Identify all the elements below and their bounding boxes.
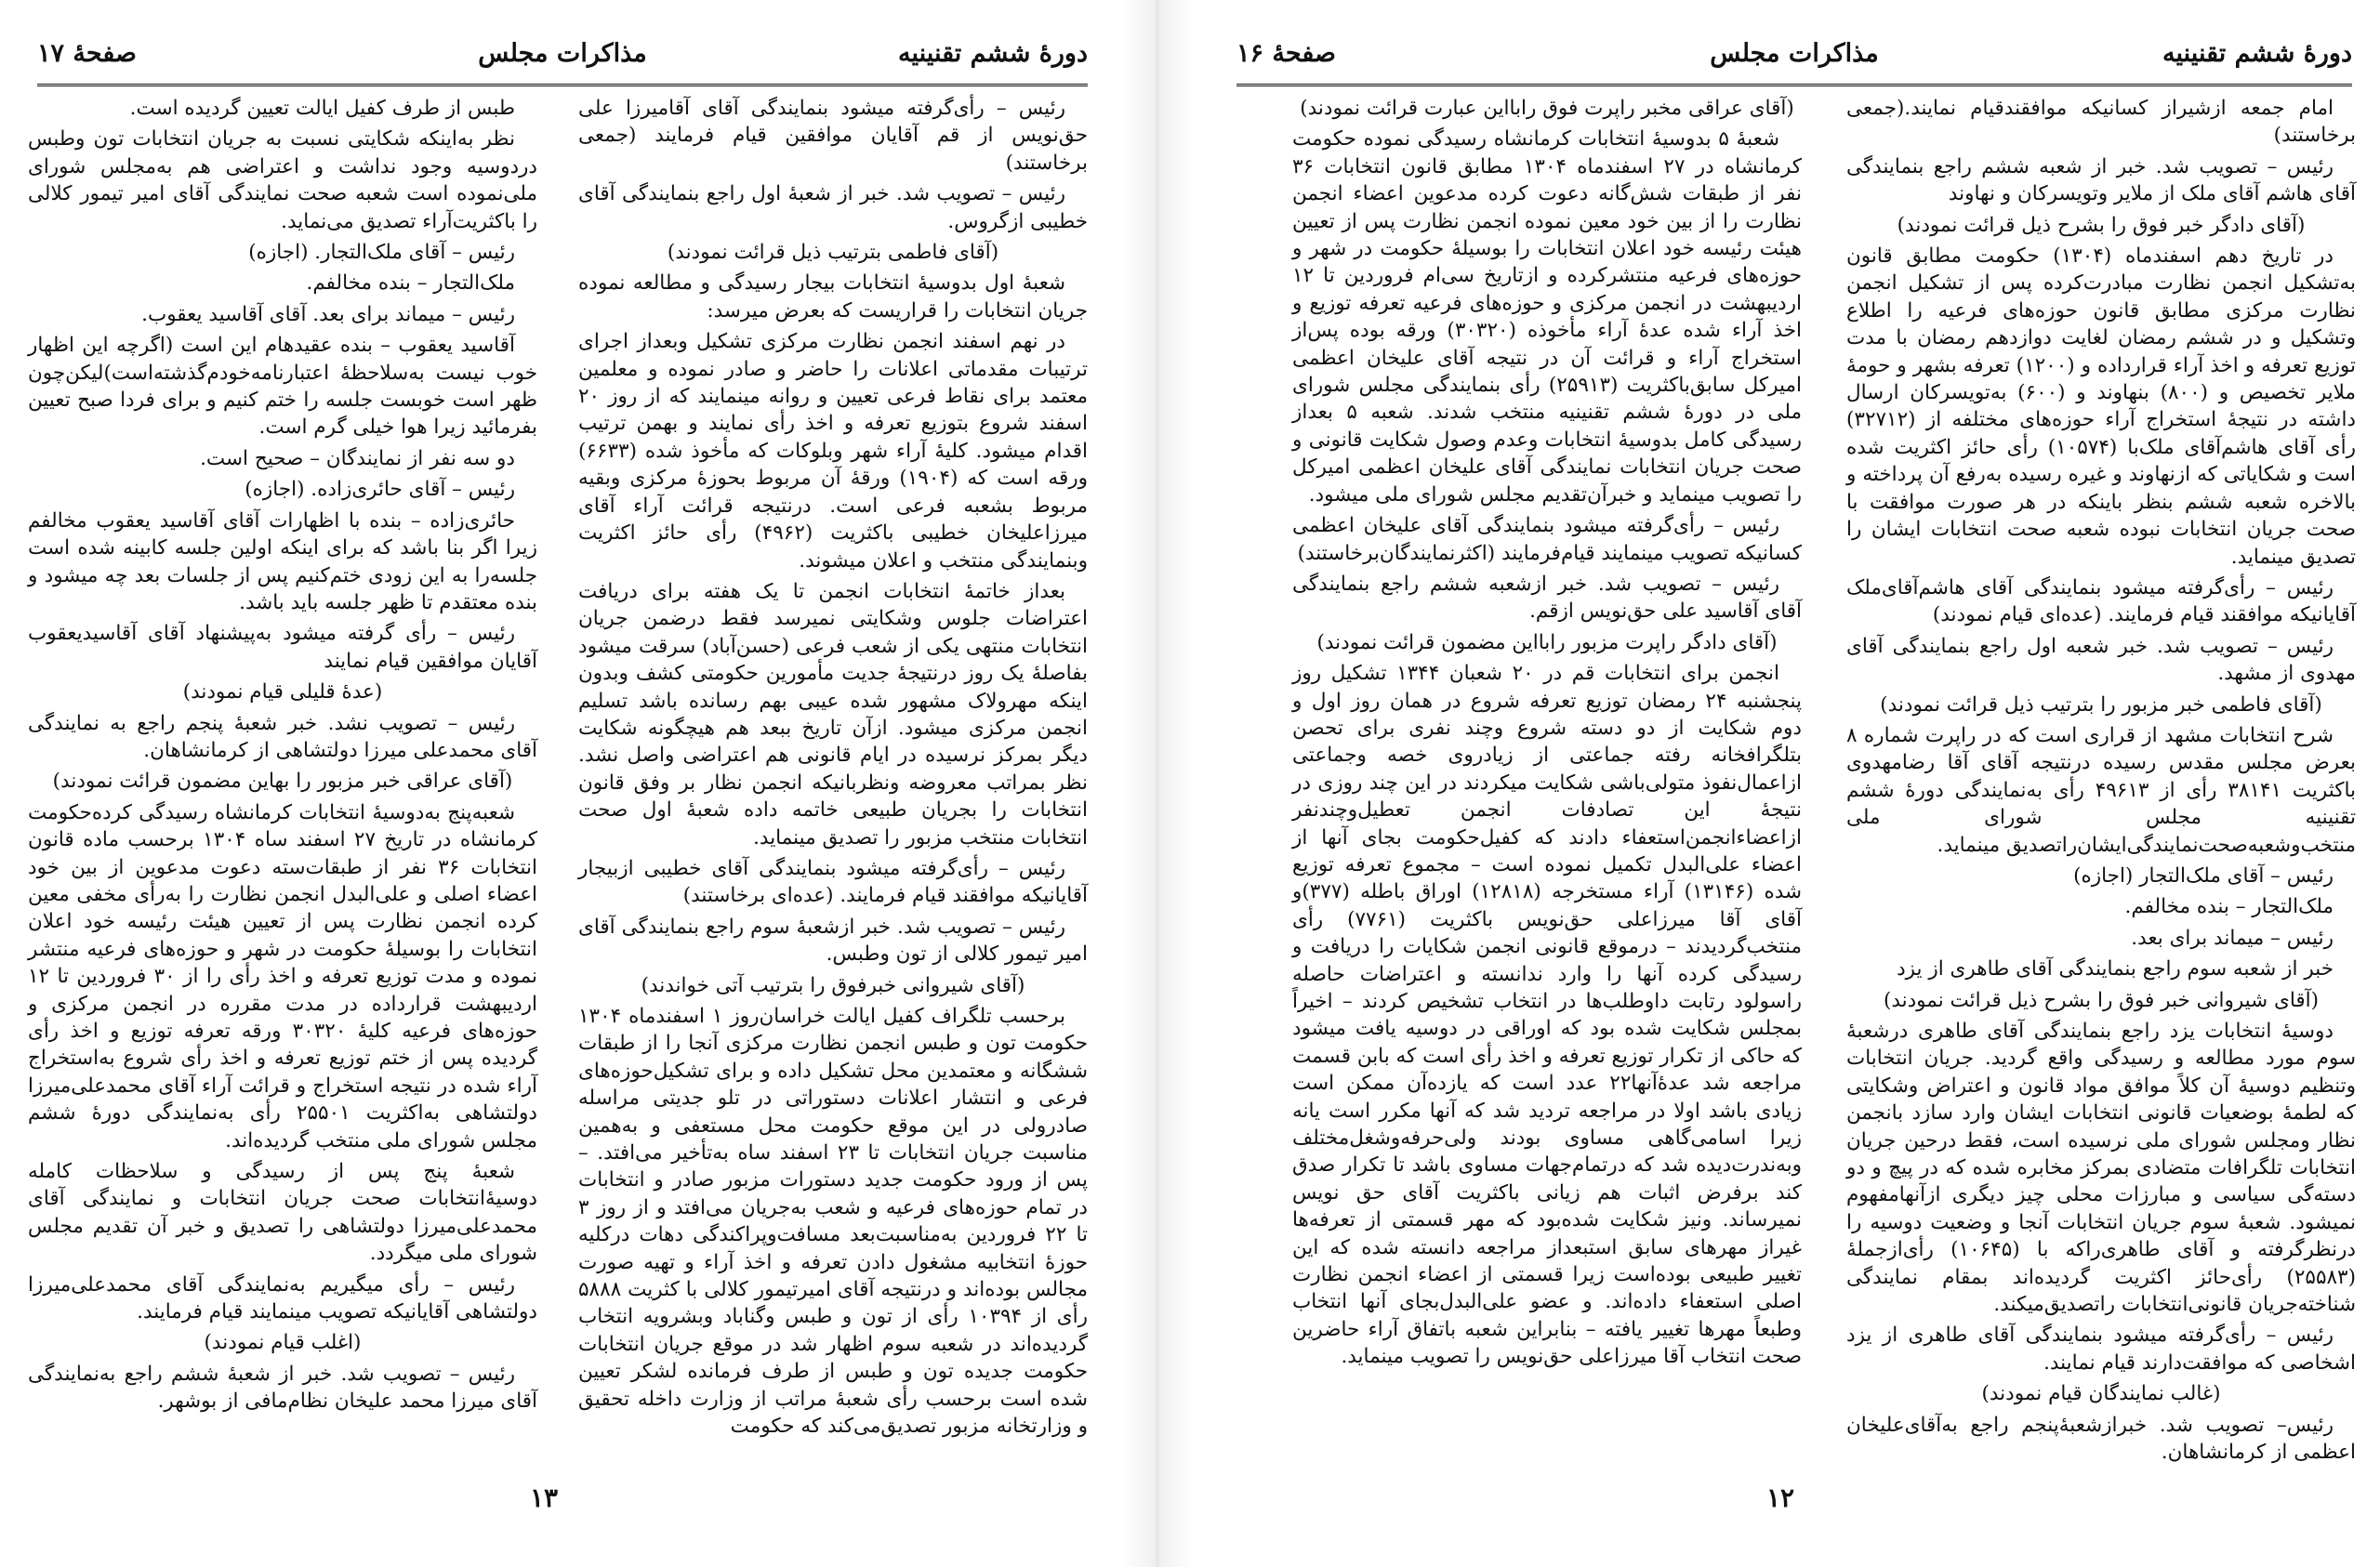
paragraph: رئیس – تصویب شد. خبر ازشعبه ششم راجع بنمایندگی آقای آقاسید علی حق‌نویس ازقم. [1292, 572, 1802, 624]
reading-note: (غالب نمایندگان قیام نمودند) [1981, 1382, 2221, 1406]
left-page-header [37, 39, 1088, 84]
header-session: دورهٔ ششم تقنینیه [2162, 39, 2352, 68]
paragraph: رئیس – تصویب شد. خبر ازشعبهٔ سوم راجع بنمایندگی آقای امیر تیمور کلالی از تون وطبس. [578, 915, 1088, 967]
paragraph: رئیس – رأی میگیریم به‌نمایندگی آقای محمدعلی‌میرزا دولتشاهی آقایانیکه تصویب مینمایند قیام فرمایند. [28, 1272, 537, 1324]
header-rule [1236, 84, 2352, 86]
paragraph: رئیس – میماند برای بعد. [2131, 926, 2334, 950]
reading-note: (آقای دادگر خبر فوق را بشرح ذیل قرائت نمودند) [1897, 213, 2306, 237]
reading-note: (آقای شیروانی خبرفوق را بترتیب آتی خواندند) [641, 973, 1025, 997]
paragraph: شرح انتخابات مشهد از قراری است که در راپرت شماره ۸ بعرض مجلس مقدس رسیده درنتیجه آقای آقا رضامهدوی باکثریت ۳۸۱۴۱ رأی از ۴۹۶۱۳ رأی به‌نمایندگی دورهٔ ششم تقنینیه مجلس شورای ملی منتخب‌وشعبه‌صحت‌نمایندگی‌ایشان‌راتصدیق مینماید. [1846, 723, 2356, 857]
paragraph: طبس از طرف کفیل ایالت تعیین گردیده است. [129, 97, 515, 120]
paragraph: برحسب تلگراف کفیل ایالت خراسان‌روز ۱ اسفندماه ۱۳۰۴ حکومت تون و طبس انجمن نظارت مرکزی آنجا را از طبقات ششگانه و معتمدین محل تشکیل داده و برای تشکیل‌حوزه‌های فرعی و انتشار اعلانات دستوراتی در تلو جدیتی مراسله صادرولی در این موقع حکومت محل مستعفی و به‌همین مناسبت جریان انتخابات تا ۲۳ اسفند ساه به‌تأخیر می‌افتد. – پس از ورود حکومت جدید دستورات مزبور صادر و انتخابات در تمام حوزه‌های فرعیه و شعب به‌جریان می‌افتد و از روز ۳ تا ۲۲ فروردین به‌مناسبت‌بعد مسافت‌وپراکندگی دهات درکلیه حوزهٔ انتخابیه مشغول دادن تعرفه و اخذ آراء و تهیه صورت مجالس بوده‌اند و درنتیجه آقای امیرتیمور کلالی با کثریت ۵۸۸۸ رأی از ۱۰۳۹۴ رأی از تون و طبس وگناباد وبشرویه انتخاب گردیده‌اند در شعبه سوم اظهار شد در موقع جریان انتخابات حکومت جدیده تون و طبس از طرف فرمانده لشکر تعیین شده است برحسب رأی شعبهٔ مراتب از وزارت داخله تحقیق و وزارتخانه مزبور تصدیق‌می‌کند که حکومت [578, 1005, 1089, 1439]
paragraph: رئیس – تصویب شد. خبر از شعبهٔ اول راجع بنمایندگی آقای خطیبی ازگروس. [578, 182, 1088, 233]
left-page-column-left [28, 95, 537, 1452]
reading-note: (عدهٔ قلیلی قیام نمودند) [182, 680, 383, 704]
reading-note: (آقای شیروانی خبر فوق را بشرح ذیل قرائت نمودند) [1883, 988, 2320, 1012]
paragraph: خبر از شعبه سوم راجع بنمایندگی آقای طاهری از یزد [1897, 957, 2334, 981]
paragraph: رئیس – رأی‌گرفته میشود بنمایندگی آقای طاهری از یزد اشخاصی که موافقت‌دارند قیام نمایند. [1846, 1323, 2356, 1375]
right-page-column-left [1292, 95, 1802, 1452]
reading-note: (اغلب قیام نمودند) [204, 1331, 362, 1355]
paragraph: رئیس – تصویب شد. خبر شعبه اول راجع بنمایندگی آقای مهدوی از مشهد. [1846, 634, 2356, 686]
paragraph: در نهم اسفند انجمن نظارت مرکزی تشکیل وبعداز اجرای ترتیبات مقدماتی اعلانات را حاضر و صادر نموده و معلمین معتمد برای نقاط فرعی تعیین و روانه مینمایند که از روز ۲۰ اسفند شروع بتوزیع تعرفه و اخذ رأی نمایند و بهمن ترتیب اقدام میشود. کلیهٔ آراء شهر وبلوکات که مأخوذ شده (۶۶۳۳) ورقه است که (۱۹۰۴) ورقهٔ آن مربوط بحوزهٔ مرکزی وبقیه مربوط بشعبه فرعی است. درنتیجه قرائت آراء آقای میرزاعلیخان خطیبی باکثریت (۴۹۶۲) رأی حائز اکثریت وبنمایندگی منتخب و اعلان میشوند. [578, 330, 1088, 573]
paragraph: دو سه نفر از نمایندگان – صحیح است. [200, 446, 515, 470]
right-page-header [1236, 39, 2352, 84]
paragraph: امام جمعه ازشیراز کسانیکه موافقندقیام نمایند.(جمعی برخاستند) [1846, 97, 2356, 148]
paragraph: شعبهٔ ۵ بدوسیهٔ انتخابات کرمانشاه رسیدگی نموده حکومت کرمانشاه در ۲۷ اسفندماه ۱۳۰۴ مطابق قانون انتخابات ۳۶ نفر از طبقات شش‌گانه دعوت کرده مدعوین اعضاء انجمن نظارت را از بین خود معین نموده انجمن نظارت پس از تعیین هیئت رئیسه خود اعلان انتخابات را بوسیلهٔ حکومت در شهر و حوزه‌های فرعیه منتشرکرده و ازتاریخ سی‌ام فروردین تا ۱۲ اردیبهشت در انجمن مرکزی و حوزه‌های فرعیه تعرفه توزیع و اخذ آراء شده عدهٔ آراء مأخوذه (۳۰۳۲۰) ورقه بوده پس‌از استخراج آراء و قرائت آن در نتیجه آقای علیخان اعظمی امیرکل سابق‌باکثریت (۲۵۹۱۳) رأی بنمایندگی مجلس شورای ملی در دورهٔ ششم تقنینیه منتخب شدند. شعبه ۵ بعداز رسیدگی کامل بدوسیهٔ انتخابات وعدم وصول شکایت قانونی و صحت جریان انتخابات نمایندگی آقای علیخان اعظمی امیرکل را تصویب مینماید و خبرآن‌تقدیم مجلس شورای ملی میشود. [1292, 127, 1802, 507]
reading-note: (آقای فاطمی بترتیب ذیل قرائت نمودند) [667, 241, 999, 265]
paragraph: شعبهٔ پنج پس از رسیدگی و سلاحظات کامله دوسیهٔ‌انتخابات صحت جریان انتخابات و نمایندگی آقای محمدعلی‌میرزا دولتشاهی را تصدیق و خبر آن تقدیم مجلس شورای ملی میگردد. [28, 1160, 537, 1266]
paragraph: نظر به‌اینکه شکایتی نسبت به جریان انتخابات تون وطبس دردوسیه وجود نداشت و اعتراضی هم به‌مجلس شورای ملی‌نموده است شعبه صحت نمایندگی آقای امیر تیمور کلالی را باکثریت‌آراء تصدیق می‌نماید. [28, 127, 537, 233]
header-title: مذاکرات مجلس [478, 39, 647, 68]
paragraph: رئیس – رأی‌گرفته میشود بنمایندگی آقای هاشم‌آقای‌ملک آقایانیکه موافقند قیام فرمایند. (عده‌ای قیام نمودند) [1846, 575, 2356, 627]
paragraph: بعداز خاتمهٔ انتخابات انجمن تا یک هفته برای دریافت اعتراضات جلوس وشکایتی نمیرسد فقط درضمن جریان انتخابات منتهی یکی از شعب فرعی (حسن‌آباد) سرقت میشود بفاصلهٔ یک روز درنتیجهٔ جدیت مأمورین حکومتی کشف وبدون اینکه مهرولاک مشهور شده عیبی بهم رسانده باشد تسلیم انجمن مرکزی میشود. ازآن تاریخ ببعد هم هیچگونه شکایت دیگر بمرکز نرسیده در ایام قانونی هم اعتراضی واصل نشد. نظر بمراتب معروضه ونظربانیکه انجمن نظار بر وفق قانون انتخابات را بجریان طبیعی خاتمه داده شعبهٔ اول صحت انتخابات منتخب مزبور را تصدیق مینماید. [578, 579, 1088, 849]
binding-gutter [1120, 0, 1195, 1567]
paragraph: دوسیهٔ انتخابات یزد راجع بنمایندگی آقای طاهری درشعبهٔ سوم مورد مطالعه و رسیدگی واقع گردید. جریان انتخابات وتنظیم دوسیهٔ آن کلاً موافق مواد قانون و اعتراض وشکایتی که لطمهٔ بوضعیات قانونی انتخابات ایشان وارد سازد بانجمن نظار ومجلس شورای ملی نرسیده است، فقط درحین جریان انتخابات تلگرافات متضادی بمرکز مخابره شده که در پیچ و دو دسته‌گی سیاسی و مبارزات محلی چیز دیگری ازآنهامفهوم نمیشود. شعبهٔ سوم جریان انتخابات آنجا و وضعیت دوسیه را درنظرگرفته و آقای طاهری‌راکه با (۱۰۶۴۵) رأی‌ازجملهٔ (۲۵۵۸۳) رأی‌حائز اکثریت گردیده‌اند بمقام نمایندگی شناخته‌جریان قانونی‌انتخابات راتصدیق‌میکند. [1846, 1020, 2356, 1317]
reading-note: (آقای دادگر راپرت مزبور رابااین مضمون قرائت نمودند) [1316, 630, 1778, 654]
header-rule [37, 84, 1088, 86]
reading-note: (آقای عراقی مخبر راپرت فوق رابااین عبارت قرائت نمودند) [1300, 97, 1794, 120]
paragraph: شعبهٔ اول بدوسیهٔ انتخابات بیجار رسیدگی و مطالعه نموده جریان انتخابات را قراریست که بعرض میرسد: [578, 271, 1088, 323]
paragraph: ملک‌التجار – بنده مخالفم. [306, 271, 515, 296]
paragraph: آقاسید یعقوب – بنده عقیدهام این است (اگرچه این اظهار خوب نیست به‌سلاحظهٔ اعتبارنامه‌خودم‌گذشته‌است)لیکن‌چون ظهر است خوبست جلسه را ختم کنیم و برای فردا صبح تعیین بفرمائید زیرا هوا خیلی گرم است. [28, 334, 537, 440]
left-page-column-right [578, 95, 1088, 1452]
paragraph: رئیس – تصویب شد. خبر از شعبه ششم راجع بنمایندگی آقای هاشم آقای ملک از ملایر وتویسرکان و نهاوند [1846, 154, 2356, 206]
page-folio: ۱۳ [530, 1482, 559, 1513]
paragraph: در تاریخ دهم اسفندماه (۱۳۰۴) حکومت مطابق قانون به‌تشکیل انجمن نظارت مبادرت‌کرده پس از تشکیل انجمن نظارت مرکزی مطابق قانون حوزه‌های فرعیه را اطلاع وتشکیل و در ششم رمضان لغایت دوازدهم رمضان با مدت توزیع تعرفه و اخذ آراء قرارداده و (۱۲۰۰) تعرفه بشهر و حومهٔ ملایر تخصیص و (۸۰۰) بنهاوند و (۶۰۰) به‌تویسرکان ارسال داشته در نتیجهٔ استخراج آراء حوزه‌های مختلفه از (۳۲۷۱۲) رأی آقای هاشم‌آقای ملک‌با (۱۰۵۷۴) رأی حائز اکثریت شده است و شکایاتی که ازنهاوند و غیره رسیده به‌رفع آن پرداخته و بالاخره شعبه ششم بنظر باینکه در هر صورت موافقت با صحت جریان انتخابات نبوده شعبه صحت انتخابات ایشان را تصدیق مینماید. [1846, 244, 2356, 569]
right-page [1199, 0, 2380, 1567]
reading-note: (آقای فاطمی خبر مزبور را بترتیب ذیل قرائت نمودند) [1880, 692, 2322, 717]
header-page-number: صفحهٔ ۱۷ [37, 39, 137, 68]
paragraph: ملک‌التجار – بنده مخالفم. [2124, 895, 2334, 919]
paragraph: شعبه‌پنج به‌دوسیهٔ انتخابات کرمانشاه رسیدگی کرده‌حکومت کرمانشاه در تاریخ ۲۷ اسفند ساه ۱۳۰۴ برحسب ماده قانون انتخابات ۳۶ نفر از طبقات‌سته دعوت مدعوین از بین خود اعضاء اصلی و علی‌البدل انجمن نظارت را به‌رأی مخفی معین کرده انجمن نظارت پس از تعیین هیئت رئیسه خود اعلان انتخابات را بوسیلهٔ حکومت در شهر و حوزه‌های فرعیه منتشر نموده و مدت توزیع تعرفه و اخذ رأی را از ۳۰ فروردین تا ۱۲ اردیبهشت قرارداده در مدت مقرره در انجمن مرکزی و حوزه‌های فرعیه کلیهٔ ۳۰۳۲۰ ورقه تعرفه توزیع و اخذ رأی گردیده پس از ختم توزیع تعرفه و اخذ رأی شروع به‌استخراج آراء شده در نتیجه استخراج و قرائت آراء آقای محمدعلی‌میرزا دولتشاهی به‌اکثریت ۲۵۵۰۱ رأی به‌نمایندگی دورهٔ ششم مجلس شورای ملی منتخب گردیده‌اند. [28, 800, 537, 1152]
reading-note: (آقای عراقی خبر مزبور را بهاین مضمون قرائت نمودند) [52, 770, 513, 794]
right-page-column-right [1846, 95, 2356, 1465]
paragraph: رئیس – آقای ملک‌التجار (اجازه) [2073, 863, 2334, 888]
paragraph: رئیس – رأی گرفته میشود به‌پیشنهاد آقای آقاسیدیعقوب آقایان موافقین قیام نمایند [28, 622, 537, 673]
paragraph: رئیس – میماند برای بعد. آقای آقاسید یعقوب. [141, 302, 515, 326]
paragraph: رئیس – آقای حائری‌زاده. (اجازه) [245, 478, 515, 502]
page-folio: ۱۲ [1766, 1482, 1795, 1513]
paragraph: رئیس – رأی‌گرفته میشود بنمایندگی آقای علیخان اعظمی کسانیکه تصویب مینمایند قیام‌فرمایند (اکثرنمایندگان‌برخاستند) [1292, 514, 1802, 565]
paragraph: حائری‌زاده – بنده با اظهارات آقای آقاسید یعقوب مخالفم زیرا اگر بنا باشد که برای اینکه اولین جلسه کابینه شده است جلسه‌را به این زودی ختم‌کنیم پس از جلسات بعد چه میشود و بنده معتقدم تا ظهر جلسه باید باشد. [28, 508, 537, 614]
paragraph: رئیس – رأی‌گرفته میشود بنمایندگی آقای آقامیرزا علی حق‌نویس از قم آقایان موافقین قیام فرمایند (جمعی برخاستند) [578, 97, 1088, 175]
paragraph: رئیس – تصویب نشد. خبر شعبهٔ پنجم راجع به نمایندگی آقای محمدعلی میرزا دولتشاهی از کرمانشاهان. [28, 711, 537, 762]
header-title: مذاکرات مجلس [1710, 39, 1879, 68]
header-session: دورهٔ ششم تقنینیه [898, 39, 1088, 68]
paragraph: رئیس– تصویب شد. خبرازشعبهٔ‌پنجم راجع به‌آقای‌علیخان اعظمی از کرمانشاهان. [1846, 1413, 2356, 1465]
paragraph: انجمن برای انتخابات قم در ۲۰ شعبان ۱۳۴۴ تشکیل روز پنجشنبه ۲۴ رمضان توزیع تعرفه شروع در همان روز اول و دوم شکایت از دو دسته شروع وچند نفری برای تحصن بتلگرافخانه رفته جماعتی از زیادروی خصه وجماعتی ازاعمال‌نفوذ متولی‌باشی شکایت میکردند در این چند روزی در نتیجهٔ این تصادفات انجمن تعطیل‌وچندنفر ازاعضاءانجمن‌استعفاء دادند که کفیل‌حکومت بجای آنها از اعضاء علی‌البدل تکمیل نموده است – مجموع تعرفه توزیع شده (۱۳۱۴۶) آراء مستخرجه (۱۲۸۱۸) اوراق باطله (۳۷۷)و آقای آقا میرزاعلی حق‌نویس باکثریت (۷۷۶۱) رأی منتخب‌گردیدند – درموقع قانونی انجمن شکایات را دریافت و رسیدگی کرده آنها را وارد ندانسته و اعتراضات حاصله راسولود رتابت داوطلب‌ها در انتخاب تشخیص کردند – اخیراً بمجلس شکایت شده بود که اوراقی در دوسیه یافت میشود که حاکی از تکرار توزیع تعرفه و اخذ رأی است که بابن قسمت مراجعه شد عدهٔ‌آنها۲۲ عدد است که یازده‌آن ممکن است زیادی باشد اولا در مراجعه تردید شد که آنها مکرر است یانه زیرا اسامی‌گاهی مساوی بودند ولی‌حرفه‌وشغل‌مختلف وبه‌ندرت‌دیده شد که درتمام‌جهات مساوی باشد تا تکرار صدق کند برفرض اثبات هم زیانی باکثریت آقای حق نویس نمیرساند. ونیز شکایت شده‌بود که مهر قسمتی از تعرفه‌ها غیراز مهرهای سابق استبعداز مراجعه دانسته شده که این تغییر طبیعی بوده‌است زیرا قسمتی از اعضاء انجمن نظارت اصلی استعفاء داده‌اند. و عضو علی‌البدل‌بجای آنها انتخاب وطبعاً مهرها تغییر یافته – بنابراین شعبه باتفاق آراء حاضرین صحت انتخاب آقا میرزاعلی حق‌نویس را تصویب مینماید. [1292, 662, 1803, 1369]
left-page [0, 0, 1116, 1567]
paragraph: رئیس – تصویب شد. خبر از شعبهٔ ششم راجع به‌نمایندگی آقای میرزا محمد علیخان نظام‌مافی از بوشهر. [28, 1362, 537, 1414]
paragraph: رئیس – رأی‌گرفته میشود بنمایندگی آقای خطیبی ازبیجار آقایانیکه موافقند قیام فرمایند. (عده‌ای برخاستند) [578, 856, 1088, 908]
paragraph: رئیس – آقای ملک‌التجار. (اجازه) [248, 241, 515, 265]
header-page-number: صفحهٔ ۱۶ [1236, 39, 1336, 68]
